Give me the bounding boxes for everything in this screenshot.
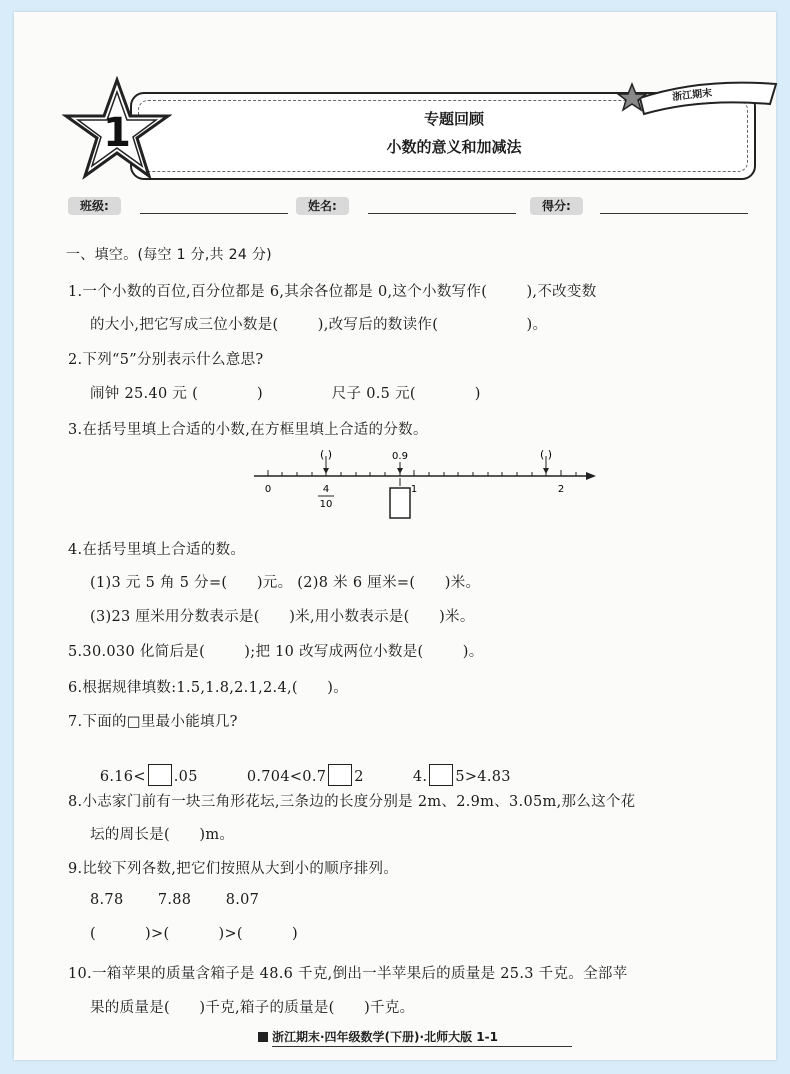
q10-line1: 10.一箱苹果的质量含箱子是 48.6 千克,倒出一半苹果后的质量是 25.3 千克。全部苹 (68, 966, 628, 982)
class-field[interactable] (140, 213, 288, 214)
topic-title: 专题回顾 (423, 110, 484, 128)
q7-part1-b: .05 (173, 769, 198, 785)
q2-line1: 2.下列“5”分别表示什么意思? (68, 352, 264, 368)
axis-label-1: 1 (410, 484, 418, 495)
q9-line3: ( )>( )>( ) (90, 926, 298, 942)
q7-part2-a: 0.704<0.7 (246, 769, 327, 785)
badge-number: 1 (103, 110, 131, 156)
q9-line2: 8.78 7.88 8.07 (90, 892, 260, 908)
q7-part3-b: 5>4.83 (455, 769, 511, 785)
q7-part1-a: 6.16< (99, 769, 146, 785)
q2-line2: 闹钟 25.40 元 ( ) 尺子 0.5 元( ) (90, 386, 481, 402)
q10-line2: 果的质量是( )千克,箱子的质量是( )千克。 (90, 1000, 415, 1016)
number-line-diagram (250, 446, 610, 526)
q7-part3-a: 4. (412, 769, 428, 785)
q7-part2-b: 2 (354, 769, 364, 785)
ribbon-text: 浙江期末 (671, 87, 713, 104)
q4-line3: (3)23 厘米用分数表示是( )米,用小数表示是( )米。 (90, 609, 475, 625)
axis-value-09: 0.9 (392, 451, 408, 462)
paren-right[interactable]: ( ) (539, 448, 553, 461)
q4-line2: (1)3 元 5 角 5 分=( )元。 (2)8 米 6 厘米=( )米。 (90, 575, 481, 591)
star-badge-icon (62, 76, 172, 186)
fraction-denominator: 10 (319, 499, 333, 510)
q8-line1: 8.小志家门前有一块三角形花坛,三条边的长度分别是 2m、2.9m、3.05m,那么这个花 (68, 794, 636, 810)
score-label: 得分: (530, 197, 583, 215)
q7-box-1[interactable] (148, 764, 172, 786)
q4-line1: 4.在括号里填上合适的数。 (68, 542, 246, 558)
q9-line1: 9.比较下列各数,把它们按照从大到小的顺序排列。 (68, 861, 399, 877)
name-label: 姓名: (296, 197, 349, 215)
q6-line1: 6.根据规律填数:1.5,1.8,2.1,2.4,( )。 (68, 680, 349, 696)
q5-line1: 5.30.030 化简后是( );把 10 改写成两位小数是( )。 (68, 644, 484, 660)
fraction-numerator: 4 (322, 484, 330, 495)
axis-label-2: 2 (557, 484, 565, 495)
axis-label-0: 0 (264, 484, 272, 495)
fraction-answer-box[interactable] (390, 488, 410, 518)
q1-line1: 1.一个小数的百位,百分位都是 6,其余各位都是 0,这个小数写作( ),不改变数 (68, 284, 597, 300)
paren-left[interactable]: ( ) (319, 448, 333, 461)
q7-box-3[interactable] (429, 764, 453, 786)
class-label: 班级: (68, 197, 121, 215)
page-footer: 浙江期末·四年级数学(下册)·北师大版 1-1 (258, 1028, 498, 1045)
footer-square-icon (258, 1032, 268, 1042)
score-field[interactable] (600, 213, 748, 214)
name-field[interactable] (368, 213, 516, 214)
q1-line2: 的大小,把它写成三位小数是( ),改写后的数读作( )。 (90, 317, 548, 333)
q3-line1: 3.在括号里填上合适的小数,在方框里填上合适的分数。 (68, 422, 428, 438)
section-title: 一、填空。(每空 1 分,共 24 分) (66, 247, 272, 263)
q7-box-2[interactable] (328, 764, 352, 786)
topic-subtitle: 小数的意义和加减法 (386, 138, 522, 156)
q8-line2: 坛的周长是( )m。 (90, 827, 235, 843)
q7-line1: 7.下面的□里最小能填几? (68, 714, 238, 730)
q7-line2 (90, 748, 511, 786)
student-info-row (0, 197, 790, 217)
